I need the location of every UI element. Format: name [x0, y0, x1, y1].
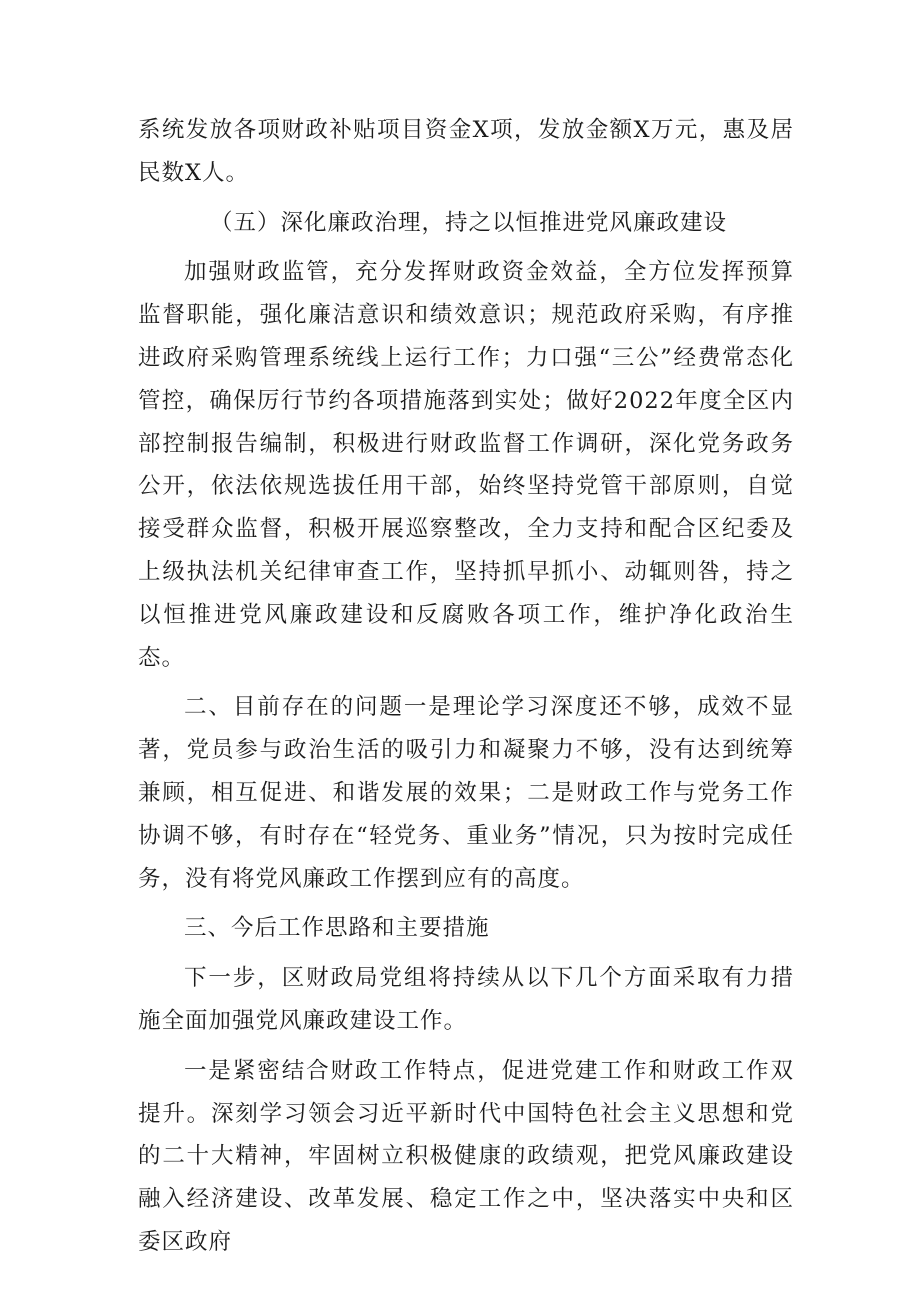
paragraph-continuation: 系统发放各项财政补贴项目资金X项，发放金额X万元，惠及居民数X人。 [138, 117, 794, 186]
section-heading-next-steps: 三、今后工作思路和主要措施 [184, 915, 490, 942]
document-body [138, 109, 794, 1264]
paragraph-next-step-intro: 下一步，区财政局党组将持续从以下几个方面采取有力措施全面加强党风廉政建设工作。 [138, 965, 794, 1034]
paragraph-existing-problems: 二、目前存在的问题一是理论学习深度还不够，成效不显著，党员参与政治生活的吸引力和凝聚力不够，没有达到统筹兼顾，相互促进、和谐发展的效果；二是财政工作与党务工作协调不够，有时存在“轻党务、重业务”情况，只为按时完成任务，没有将党风廉政工作摆到应有的高度。 [138, 694, 794, 892]
section-subheading: （五）深化廉政治理，持之以恒推进党风廉政建设 [210, 209, 728, 236]
paragraph-integrity-governance: 加强财政监管，充分发挥财政资金效益，全方位发挥预算监督职能，强化廉洁意识和绩效意识；规范政府采购，有序推进政府采购管理系统线上运行工作；力口强“三公”经费常态化管控，确保厉行节约各项措施落到实处；做好2022年度全区内部控制报告编制，积极进行财政监督工作调研，深化党务政务公开，依法依规选拔任用干部，始终坚持党管干部原则，自觉接受群众监督，积极开展巡察整改，全力支持和配合区纪委及上级执法机关纪律审查工作，坚持抓早抓小、动辄则咎，持之以恒推进党风廉政建设和反腐败各项工作，维护净化政治生态。 [138, 259, 794, 671]
paragraph-measure-one: 一是紧密结合财政工作特点，促进党建工作和财政工作双提升。深刻学习领会习近平新时代中国特色社会主义思想和党的二十大精神，牢固树立积极健康的政绩观，把党风廉政建设融入经济建设、改革发展、稳定工作之中，坚决落实中央和区委区政府 [138, 1057, 794, 1255]
